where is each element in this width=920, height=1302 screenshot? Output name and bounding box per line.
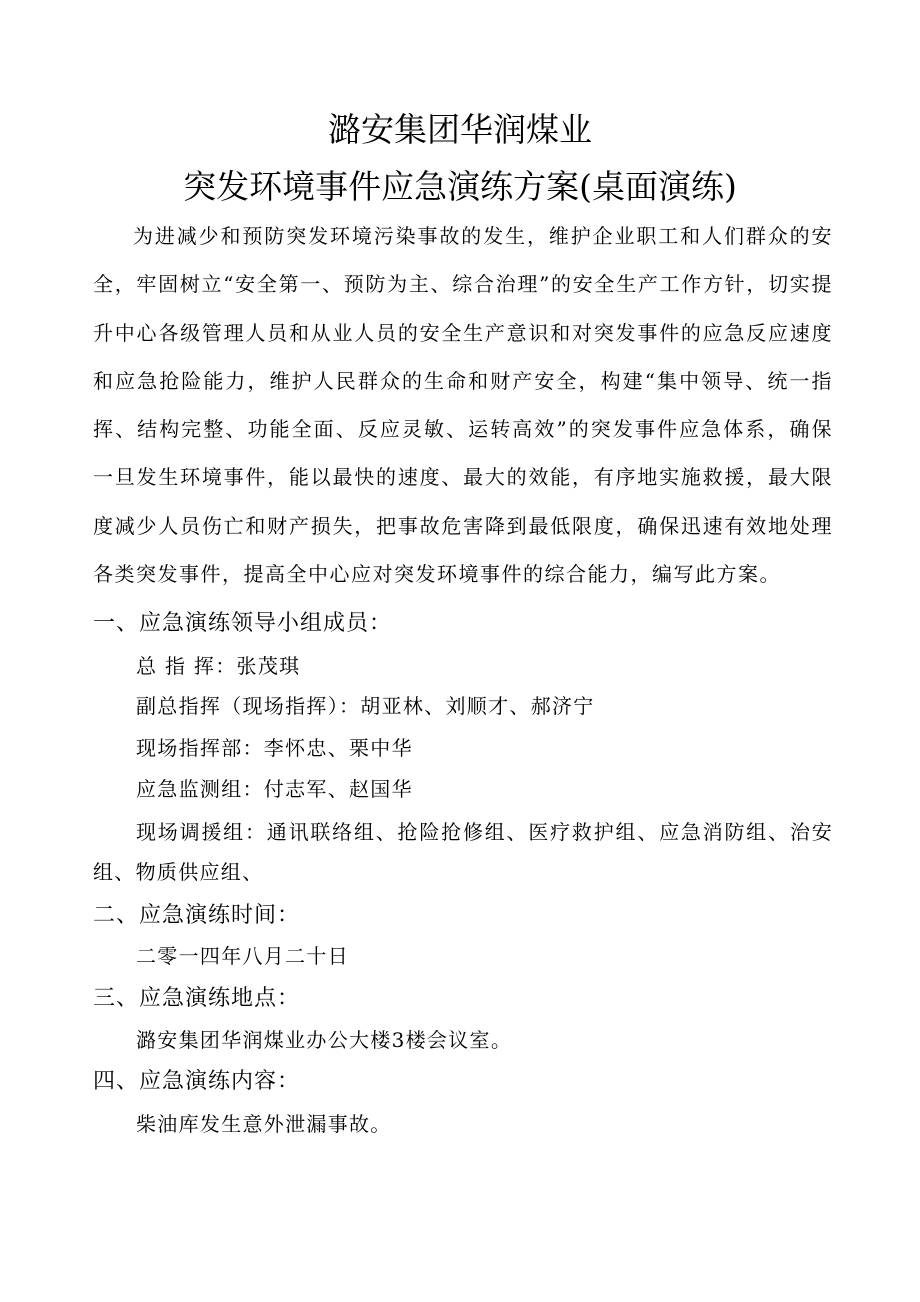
drill-time: 二零一四年八月二十日 [136,944,349,968]
drill-location: 潞安集团华润煤业办公大楼3楼会议室。 [136,1028,513,1052]
document-title-line2: 突发环境事件应急演练方案(桌面演练) [183,167,737,206]
section-heading-location: 三、应急演练地点： [93,986,301,1011]
leader-commander: 总 指 挥：张茂琪 [136,654,301,678]
section-heading-leadership: 一、应急演练领导小组成员： [93,611,393,636]
leader-field-command: 现场指挥部：李怀忠、栗中华 [136,736,413,760]
section-heading-content: 四、应急演练内容： [93,1069,301,1094]
section-heading-time: 二、应急演练时间： [93,903,301,928]
leader-monitoring-group: 应急监测组：付志军、赵国华 [136,777,413,801]
leader-deputy-commander: 副总指挥（现场指挥）：胡亚林、刘顺才、郝济宁 [136,694,595,718]
leader-support-groups: 现场调援组：通讯联络组、抢险抢修组、医疗救护组、应急消防组、治安组、物质供应组、 [93,820,833,884]
intro-paragraph: 为进减少和预防突发环境污染事故的发生，维护企业职工和人们群众的安全，牢固树立“安全第一、预防为主、综合治理”的安全生产工作方针，切实提升中心各级管理人员和从业人员的安全生产意识和对突发事件的应急反应速度和应急抢险能力，维护人民群众的生命和财产安全，构建“集中领导、统一指挥、结构完整、功能全面、反应灵敏、运转高效”的突发事件应急体系，确保一旦发生环境事件，能以最快的速度、最大的效能，有序地实施救援，最大限度减少人员伤亡和财产损失，把事故危害降到最低限度，确保迅速有效地处理各类突发事件，提高全中心应对突发环境事件的综合能力，编写此方案。 [93,224,833,587]
drill-content: 柴油库发生意外泄漏事故。 [136,1112,392,1136]
document-title-line1: 潞安集团华润煤业 [328,110,592,149]
